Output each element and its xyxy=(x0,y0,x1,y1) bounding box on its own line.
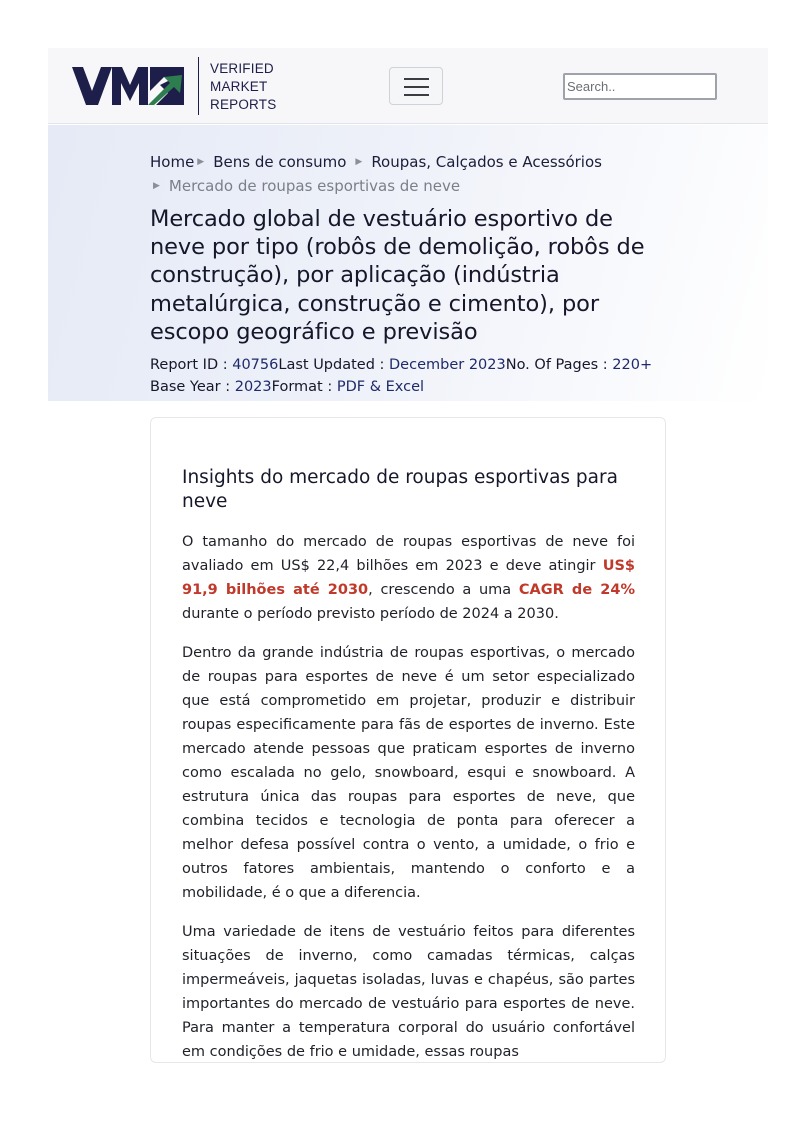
menu-icon-bar-bottom xyxy=(404,94,429,96)
logo-line-reports: REPORTS xyxy=(210,97,277,112)
report-meta-row-2 xyxy=(150,376,690,398)
breadcrumb-home-link[interactable]: Home xyxy=(150,153,195,171)
report-meta-row-1 xyxy=(150,354,690,376)
report-id-value: 40756 xyxy=(232,357,279,373)
content-card xyxy=(150,417,666,1063)
search-input[interactable] xyxy=(563,73,717,100)
logo-wordmark[interactable] xyxy=(210,60,290,114)
p1-text-c: durante o período previsto período de 2024 a 2030. xyxy=(182,606,559,622)
logo-line-verified: VERIFIED xyxy=(210,61,274,76)
format-label: Format : xyxy=(271,379,337,395)
breadcrumb-category-link[interactable]: Bens de consumo xyxy=(213,153,347,171)
format-value: PDF & Excel xyxy=(336,379,425,395)
base-year-label: Base Year : xyxy=(150,379,235,395)
paragraph-market-description: Dentro da grande indústria de roupas esportivas, o mercado de roupas para esportes de neve é um setor especializado que está comprometido em projetar, produzir e distribuir roupas especificamente para fãs de esportes de inverno. Este mercado atende pessoas que praticam esportes de inverno como escalada no gelo, snowboard, esqui e snowboard. A estrutura única das roupas para esportes de neve, que combina tecidos e tecnologia de ponta para oferecer a melhor defesa possível contra o vento, a umidade, o frio e outros fatores ambientais, mantendo o conforto e a mobilidade, é o que a diferencia. xyxy=(182,645,635,901)
report-meta xyxy=(150,354,690,398)
content-body xyxy=(182,466,635,1063)
chevron-right-icon: ▶ xyxy=(153,181,160,191)
hamburger-menu-button[interactable] xyxy=(389,67,443,105)
vmr-logo-icon[interactable] xyxy=(72,67,184,105)
section-title: Insights do mercado de roupas esportivas para neve xyxy=(182,467,618,512)
breadcrumb-row xyxy=(150,150,670,174)
menu-icon-bar-top xyxy=(404,78,429,80)
cagr-highlight: CAGR de 24% xyxy=(518,582,635,598)
breadcrumb-subcategory-link[interactable]: Roupas, Calçados e Acessórios xyxy=(371,153,602,171)
chevron-right-icon: ▶ xyxy=(355,157,363,167)
p1-text-a: O tamanho do mercado de roupas esportivas de neve foi avaliado em US$ 22,4 bilhões em 2023 e deve atingir xyxy=(182,534,635,574)
breadcrumb-row-current xyxy=(150,174,670,198)
paragraph-product-range: Uma variedade de itens de vestuário feitos para diferentes situações de inverno, como camadas térmicas, calças impermeáveis, jaquetas isoladas, luvas e chapéus, são partes importantes do mercado de vestuário para esportes de neve. Para manter a temperatura corporal do usuário confortável em condições de frio e umidade, essas roupas xyxy=(182,924,635,1060)
breadcrumb-current: Mercado de roupas esportivas de neve xyxy=(168,177,461,195)
base-year-value: 2023 xyxy=(234,379,272,395)
pages-label: No. Of Pages : xyxy=(505,357,613,373)
last-updated-value: December 2023 xyxy=(389,357,506,373)
pages-value: 220+ xyxy=(612,357,653,373)
breadcrumb xyxy=(150,150,670,198)
logo-divider xyxy=(198,57,199,115)
report-id-label: Report ID : xyxy=(150,357,233,373)
logo-line-market: MARKET xyxy=(210,79,268,94)
chevron-right-icon: ▶ xyxy=(197,157,205,167)
site-header xyxy=(48,48,768,124)
p1-text-b: , crescendo a uma xyxy=(368,582,519,598)
menu-icon-bar-middle xyxy=(404,86,429,88)
page-title: Mercado global de vestuário esportivo de neve por tipo (robôs de demolição, robôs de construção), por aplicação (indústria metalúrgica, construção e cimento), por escopo geográfico e previsão xyxy=(150,206,645,345)
last-updated-label: Last Updated : xyxy=(278,357,390,373)
paragraph-market-size xyxy=(182,530,635,626)
market-value-highlight: US$ 91,9 bilhões até 2030 xyxy=(182,558,635,598)
